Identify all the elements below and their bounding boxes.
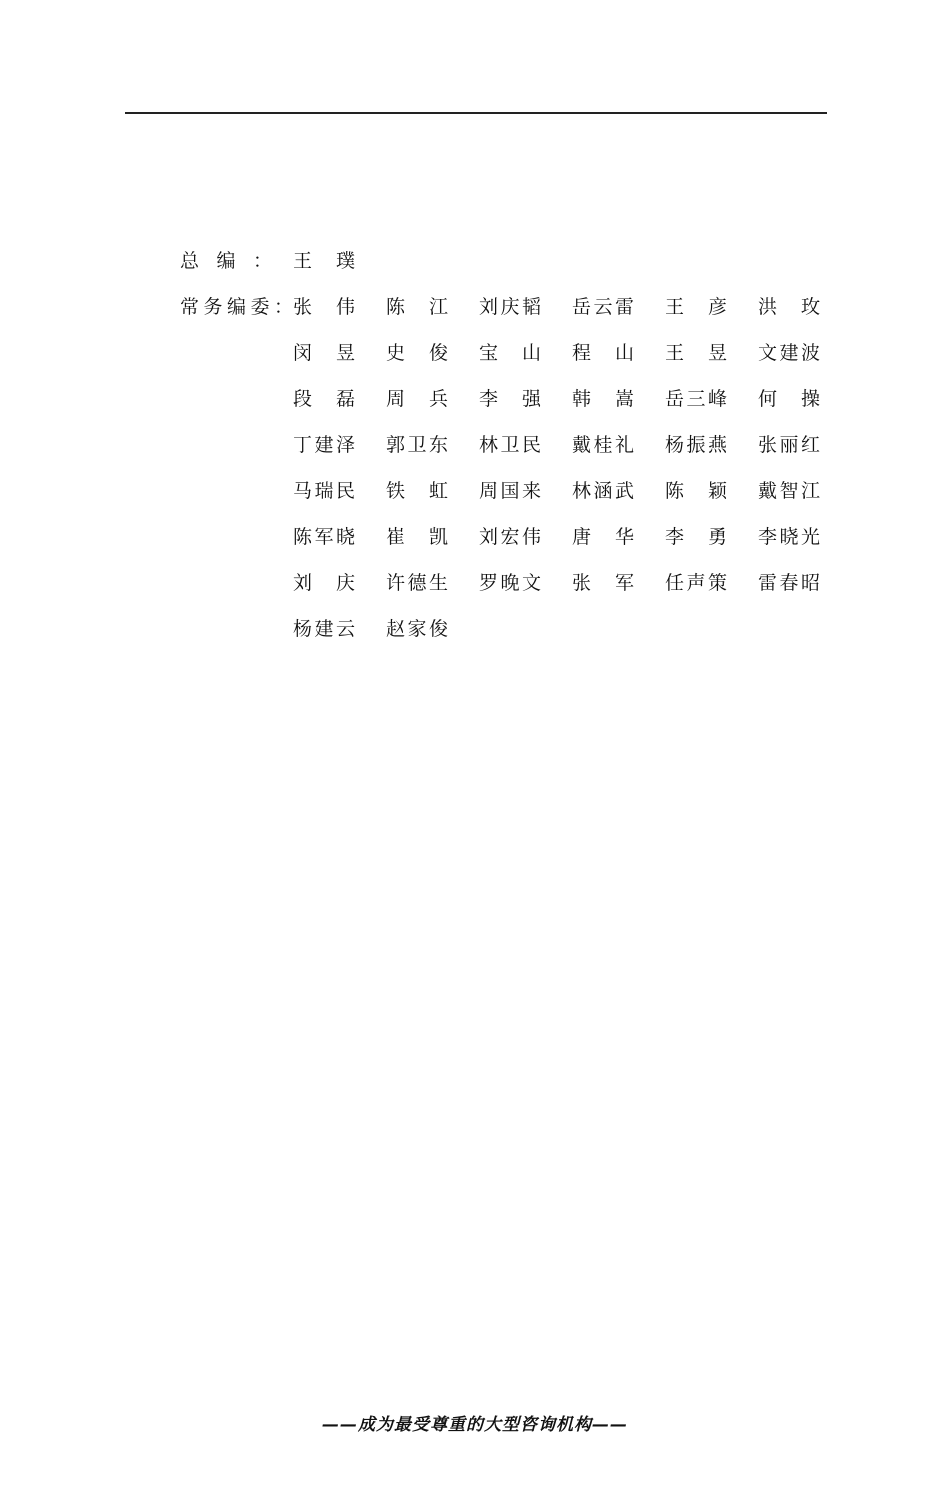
executive-editors-names	[293, 330, 820, 376]
editor-name: 周兵	[386, 388, 448, 410]
editor-name: 刘庆	[293, 572, 355, 594]
editor-name: 许德生	[386, 572, 448, 594]
editor-name: 杨建云	[293, 618, 355, 640]
editor-name: 崔凯	[386, 526, 448, 548]
editor-name: 陈江	[386, 296, 448, 318]
editor-name: 段磊	[293, 388, 355, 410]
executive-editors-row	[180, 422, 840, 468]
editor-name: 任声策	[665, 572, 727, 594]
editor-name: 岳云雷	[572, 296, 634, 318]
editor-name: 韩嵩	[572, 388, 634, 410]
editor-name: 刘宏伟	[479, 526, 541, 548]
editor-name: 张丽红	[758, 434, 820, 456]
executive-editors-list	[180, 284, 840, 652]
editor-name: 雷春昭	[758, 572, 820, 594]
editor-name: 李勇	[665, 526, 727, 548]
editor-name: 岳三峰	[665, 388, 727, 410]
editor-name: 赵家俊	[386, 618, 448, 640]
editor-name: 王昱	[665, 342, 727, 364]
executive-editors-names	[293, 514, 820, 560]
executive-editors-names	[293, 468, 820, 514]
editor-name: 铁虹	[386, 480, 448, 502]
header-rule	[125, 112, 827, 114]
editor-name: 史俊	[386, 342, 448, 364]
executive-editors-row	[180, 560, 840, 606]
editor-name: 何操	[758, 388, 820, 410]
executive-editors-row	[180, 468, 840, 514]
executive-editors-names	[293, 606, 448, 652]
editor-name: 宝山	[479, 342, 541, 364]
editor-name: 戴智江	[758, 480, 820, 502]
editor-in-chief-label: 总编：	[180, 250, 272, 272]
editor-name: 杨振燕	[665, 434, 727, 456]
editor-name: 王彦	[665, 296, 727, 318]
executive-editors-row	[180, 284, 840, 330]
editor-in-chief-row	[180, 238, 840, 284]
editor-name: 马瑞民	[293, 480, 355, 502]
editor-name: 陈军晓	[293, 526, 355, 548]
editor-name: 李晓光	[758, 526, 820, 548]
editor-name: 罗晚文	[479, 572, 541, 594]
editor-name: 程山	[572, 342, 634, 364]
editor-name: 刘庆韬	[479, 296, 541, 318]
editor-name: 洪玫	[758, 296, 820, 318]
editor-name: 张军	[572, 572, 634, 594]
executive-editors-label: 常务编委：	[180, 296, 293, 318]
editor-name: 周国来	[479, 480, 541, 502]
editor-name: 林卫民	[479, 434, 541, 456]
editor-in-chief-name: 王璞	[293, 250, 355, 272]
editor-name: 李强	[479, 388, 541, 410]
executive-editors-names	[293, 284, 820, 330]
editor-name: 张伟	[293, 296, 355, 318]
editor-name: 丁建泽	[293, 434, 355, 456]
editor-name: 戴桂礼	[572, 434, 634, 456]
editor-name: 郭卫东	[386, 434, 448, 456]
editor-name: 唐华	[572, 526, 634, 548]
editorial-board	[180, 238, 840, 652]
executive-editors-names	[293, 560, 820, 606]
editor-name: 林涵武	[572, 480, 634, 502]
editor-name: 文建波	[758, 342, 820, 364]
executive-editors-row	[180, 330, 840, 376]
executive-editors-names	[293, 422, 820, 468]
editor-name: 闵昱	[293, 342, 355, 364]
editor-in-chief-names	[293, 238, 355, 284]
executive-editors-row	[180, 606, 840, 652]
footer-slogan: ——成为最受尊重的大型咨询机构——	[322, 1415, 628, 1435]
editor-name: 陈颖	[665, 480, 727, 502]
executive-editors-row	[180, 376, 840, 422]
executive-editors-row	[180, 514, 840, 560]
executive-editors-names	[293, 376, 820, 422]
